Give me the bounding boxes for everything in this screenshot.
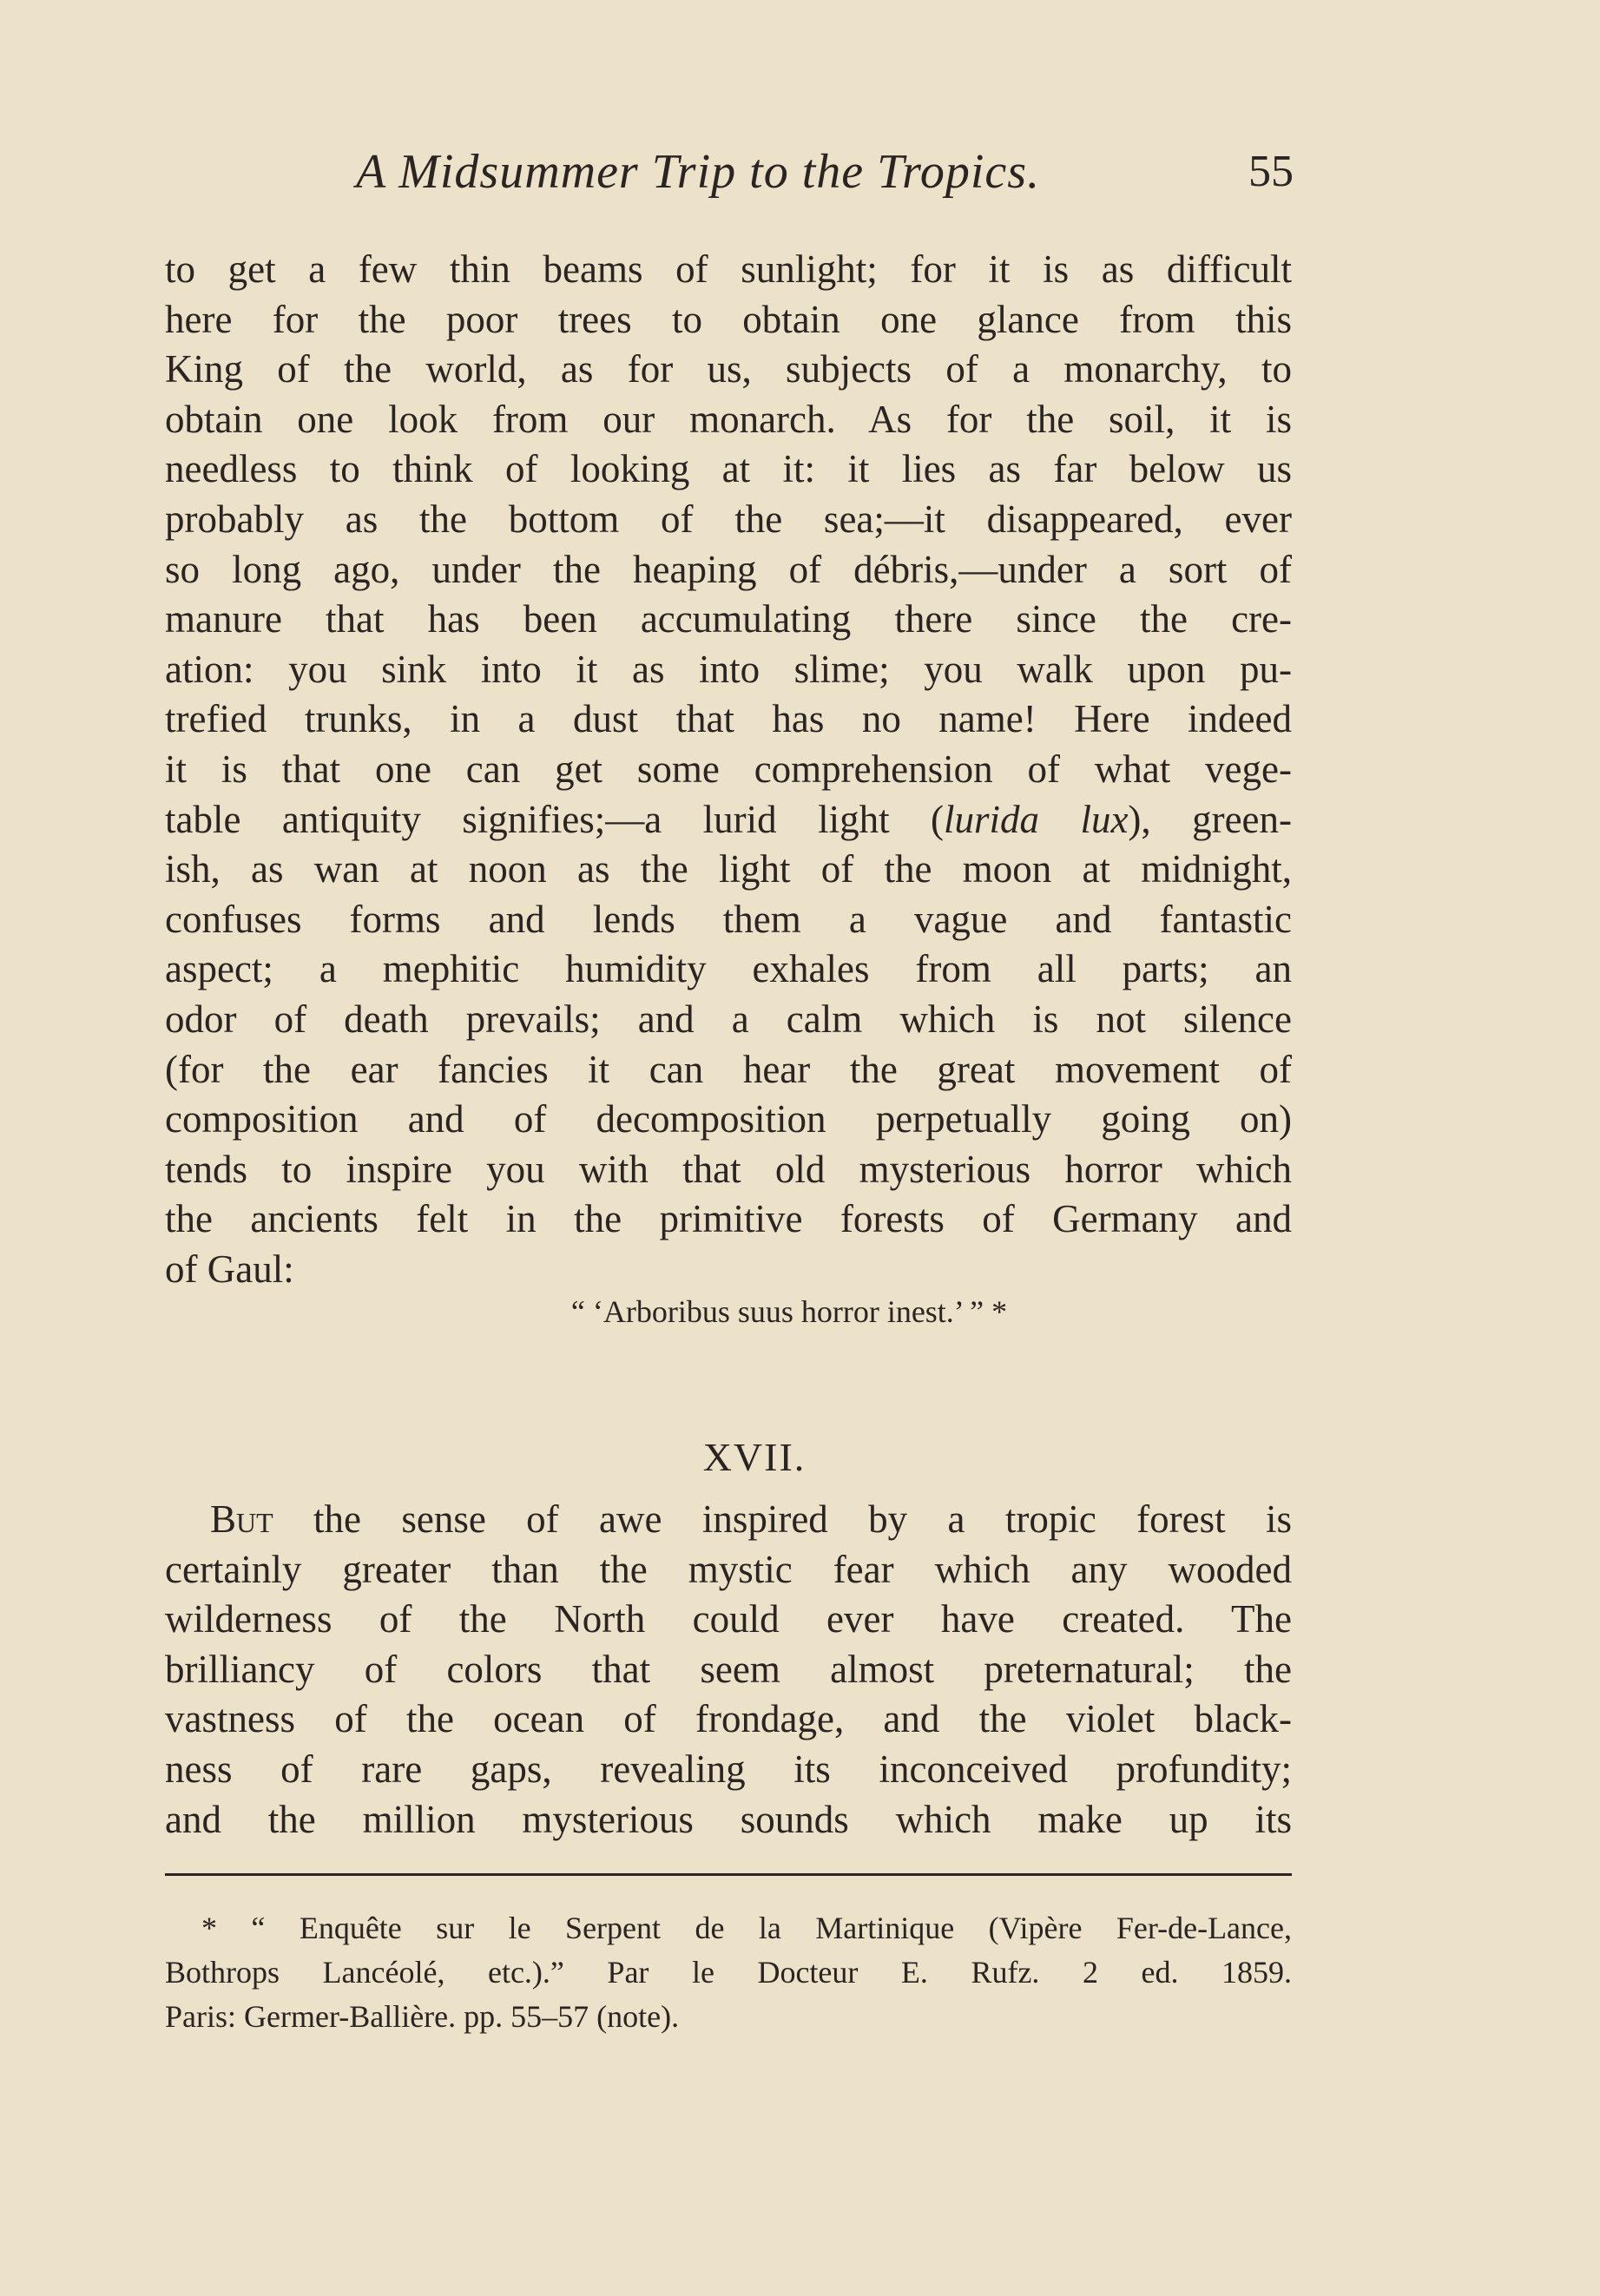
body-line: ation: you sink into it as into slime; you walk upon pu- [165, 647, 1292, 691]
body-line: of Gaul: [165, 1247, 294, 1291]
section-heading: XVII. [702, 1435, 807, 1479]
body-line: wilderness of the North could ever have created. The [165, 1597, 1292, 1641]
body-line: obtain one look from our monarch. As for the soil, it is [165, 397, 1292, 441]
footnote-line: * “ Enquête sur le Serpent de la Martinique (Vipère Fer-de-Lance, [201, 1911, 1292, 1945]
body-line: confuses forms and lends them a vague and fantastic [165, 897, 1292, 941]
body-line: the ancients felt in the primitive forests of Germany and [165, 1197, 1292, 1241]
body-line: it is that one can get some comprehension of what vege- [165, 747, 1292, 791]
body-line: to get a few thin beams of sunlight; for it is as difficult [165, 247, 1292, 291]
body-line: here for the poor trees to obtain one glance from this [165, 297, 1292, 341]
body-line: tends to inspire you with that old mysterious horror which [165, 1147, 1292, 1191]
body-line: needless to think of looking at it: it lies as far below us [165, 447, 1292, 491]
latin-quotation: “ ‘Arboribus suus horror inest.’ ” * [570, 1294, 1008, 1329]
body-line: odor of death prevails; and a calm which is not silence [165, 997, 1292, 1041]
body-line [165, 1495, 1292, 1545]
running-head [165, 139, 1294, 208]
footnote-rule [165, 1873, 1292, 1876]
body-line: probably as the bottom of the sea;—it disappeared, ever [165, 497, 1292, 541]
body-line: and the million mysterious sounds which make up its [165, 1797, 1292, 1841]
body-line: manure that has been accumulating there since the cre- [165, 597, 1292, 641]
body-line: King of the world, as for us, subjects of a monarchy, to [165, 347, 1292, 391]
body-line: vastness of the ocean of frondage, and the violet black- [165, 1697, 1292, 1741]
body-line: so long ago, under the heaping of débris,—under a sort of [165, 547, 1292, 591]
body-line: trefied trunks, in a dust that has no name! Here indeed [165, 697, 1292, 741]
body-line: certainly greater than the mystic fear which any wooded [165, 1547, 1292, 1591]
body-line: (for the ear fancies it can hear the great movement of [165, 1047, 1292, 1091]
section-paragraph [165, 1495, 1292, 1845]
footnote-line: Paris: Germer-Ballière. pp. 55–57 (note). [165, 1999, 680, 2034]
page-number: 55 [1248, 147, 1294, 196]
footnote-line: Bothrops Lancéolé, etc.).” Par le Docteur E. Rufz. 2 ed. 1859. [165, 1955, 1292, 1990]
footnote [165, 1906, 1292, 2039]
body-paragraph [165, 245, 1292, 1294]
body-line: composition and of decomposition perpetually going on) [165, 1097, 1292, 1141]
running-title: A Midsummer Trip to the Tropics. [356, 145, 1041, 199]
italic-phrase: lurida lux [944, 797, 1129, 841]
body-line: aspect; a mephitic humidity exhales from all parts; an [165, 947, 1292, 991]
body-line: ish, as wan at noon as the light of the moon at midnight, [165, 847, 1292, 891]
drop-word: But [210, 1497, 273, 1541]
body-line: brilliancy of colors that seem almost preternatural; the [165, 1647, 1292, 1691]
body-line: ness of rare gaps, revealing its inconceived profundity; [165, 1747, 1292, 1791]
first-line-text: the sense of awe inspired by a tropic forest is [273, 1497, 1292, 1541]
body-line: table antiquity signifies;—a lurid light (lurida lux), green- [165, 797, 1292, 841]
